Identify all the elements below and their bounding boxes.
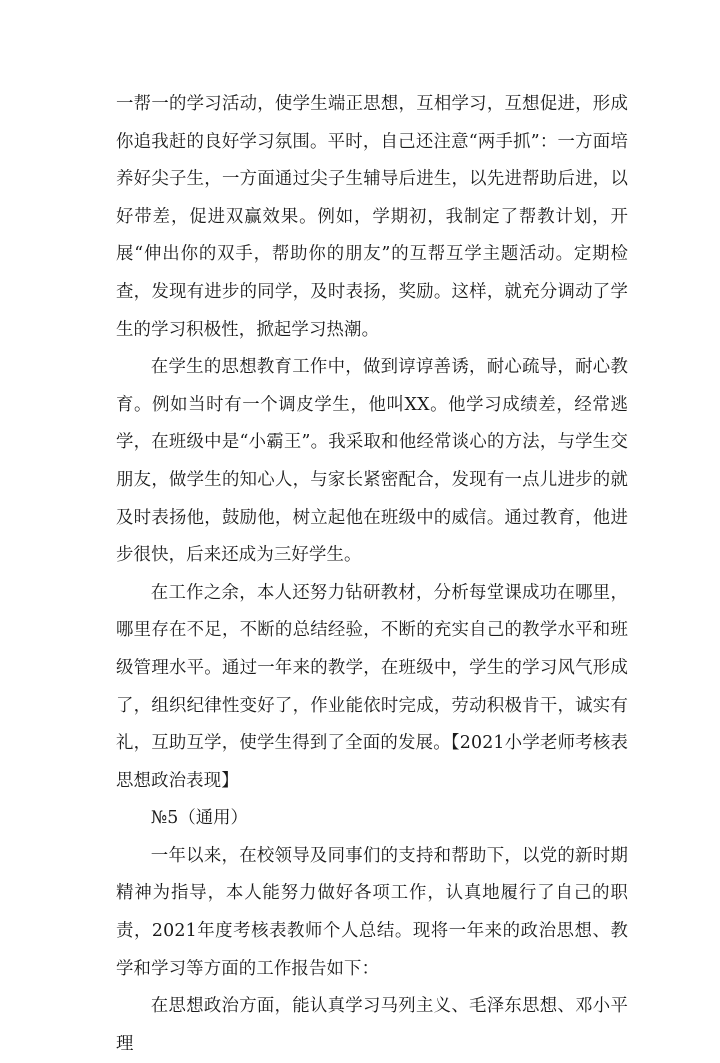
document-body xyxy=(116,86,628,1063)
section-heading: №5（通用） xyxy=(150,808,248,829)
paragraph-teaching-research: 在工作之余，本人还努力钻研教材，分析每堂课成功在哪里，哪里存在不足，不断的总结经验，不断的充实自己的教学水平和班级管理水平。通过一年来的教学，在班级中，学生的学习风气形成了，组织纪律性变好了，作业能依时完成，劳动积极肯干，诚实有礼，互助互学，使学生得到了全面的发展。【2021小学老师考核表思想政治表现】 xyxy=(116,582,628,791)
paragraph-political-thought: 在思想政治方面，能认真学习马列主义、毛泽东思想、邓小平理 xyxy=(116,996,628,1054)
paragraph-ideological-education: 在学生的思想教育工作中，做到谆谆善诱，耐心疏导，耐心教育。例如当时有一个调皮学生，他叫XX。他学习成绩差，经常逃学，在班级中是“小霸王”。我采取和他经常谈心的方法，与学生交朋友，做学生的知心人，与家长紧密配合，发现有一点儿进步的就及时表扬他，鼓励他，树立起他在班级中的威信。通过教育，他进步很快，后来还成为三好学生。 xyxy=(116,357,628,566)
paragraph-tutoring-activities: 一帮一的学习活动，使学生端正思想，互相学习，互想促进，形成你追我赶的良好学习氛围。平时，自己还注意“两手抓”：一方面培养好尖子生，一方面通过尖子生辅导后进生，以先进帮助后进，以好带差，促进双赢效果。例如，学期初，我制定了帮教计划，开展“伸出你的双手，帮助你的朋友”的互帮互学主题活动。定期检查，发现有进步的同学，及时表扬，奖励。这样，就充分调动了学生的学习积极性，掀起学习热潮。 xyxy=(116,94,628,340)
paragraph-annual-summary-intro: 一年以来，在校领导及同事们的支持和帮助下，以党的新时期精神为指导，本人能努力做好各项工作，认真地履行了自己的职责，2021年度考核表教师个人总结。现将一年来的政治思想、教学和学习等方面的工作报告如下： xyxy=(116,845,628,979)
